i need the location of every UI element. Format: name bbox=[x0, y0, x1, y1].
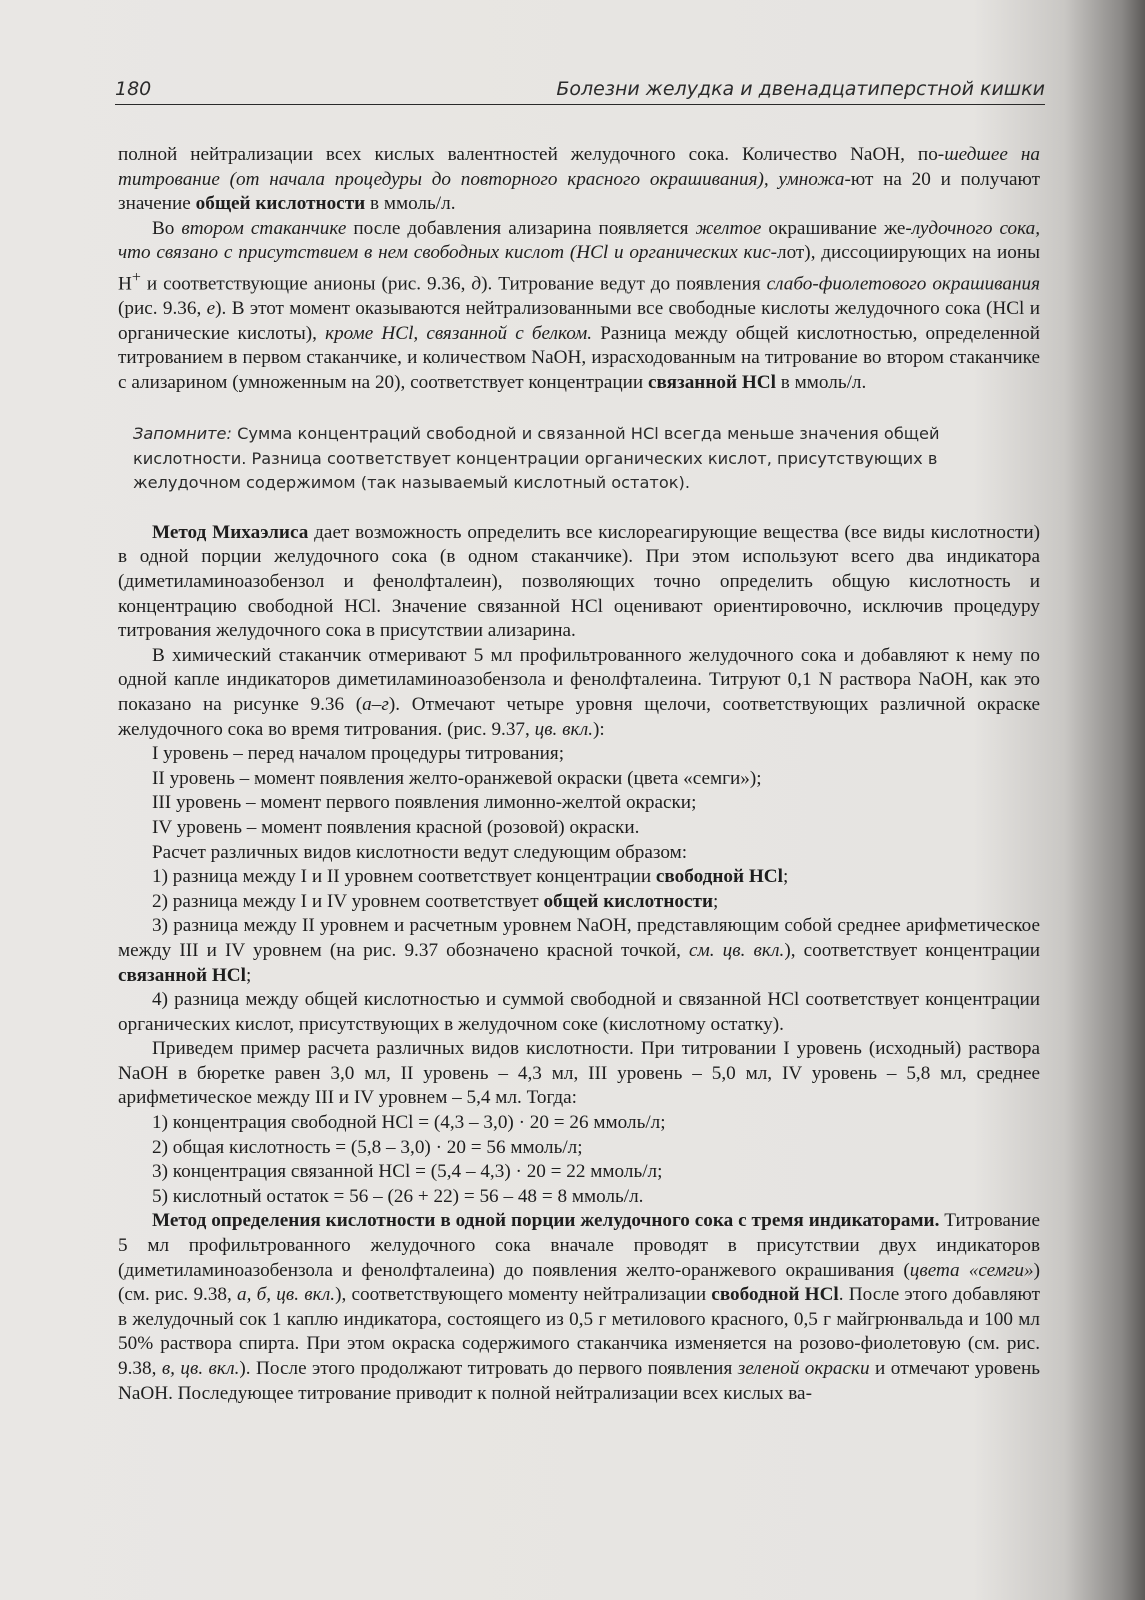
text-run-italic: цвета «семги» bbox=[909, 1259, 1034, 1281]
text-run: в ммоль/л. bbox=[365, 193, 456, 215]
level-item: III уровень – момент первого появления лимонно-желтой окраски; bbox=[152, 792, 697, 814]
text-run-italic: е bbox=[206, 297, 216, 319]
text-run: лот), диссоциирующих на ионы H bbox=[118, 242, 1040, 295]
text-run: Разница между общей кислотностью, определенной титрованием в первом стаканчике, и количеством NaOH, израсходованным на титрование во втором стаканчике с ализарином (умноженным на 20), соответствует концентрации bbox=[118, 322, 1041, 393]
text-run-italic: д bbox=[471, 273, 482, 295]
term-bound-hcl: связанной HCl bbox=[118, 964, 246, 986]
text-run: после добавления ализарина появляется bbox=[346, 217, 696, 239]
term-three-indicator-method: Метод определения кислотности в одной порции желудочного сока с тремя индикаторами. bbox=[152, 1210, 940, 1232]
text-run-italic: желтое bbox=[695, 217, 762, 239]
text-run-italic: кроме HCl, связанной с белком. bbox=[325, 322, 593, 344]
text-run: ), соответствует концентрации bbox=[784, 939, 1041, 961]
term-michaelis-method: Метод Михаэлиса bbox=[152, 521, 309, 543]
text-run: и отмечают уровень NaOH. Последующее титрование приводит к полной нейтрализации всех кислых ва- bbox=[118, 1358, 1041, 1404]
text-run: ) (см. рис. 9.38, bbox=[118, 1259, 1040, 1306]
term-free-hcl: свободной HCl bbox=[655, 866, 783, 888]
calculation-intro: Расчет различных видов кислотности ведут следующим образом: bbox=[152, 841, 688, 863]
text-run-italic: шедшее на титрование (от начала процедуры до повторного красного окрашивания), умножа- bbox=[118, 144, 1041, 190]
level-item: II уровень – момент появления желто-оранжевой окраски (цвета «семги»); bbox=[152, 767, 762, 789]
result-item: 1) концентрация свободной HCl = (4,3 – 3,0) · 20 = 26 ммоль/л; bbox=[152, 1112, 666, 1134]
level-item: I уровень – перед началом процедуры титрования; bbox=[152, 743, 565, 765]
text-run: . После этого добавляют в желудочный сок 1 каплю индикатора, состоящего из 0,5 г метилового красного, 0,5 г майгрюнвальда и 100 мл 50% раствора спирта. При этом окраска содержимого стаканчика изменяется на розово-фиолетовую (см. рис. 9.38, bbox=[118, 1284, 1040, 1380]
page-number: 180 bbox=[115, 78, 152, 100]
term-bound-hcl: связанной HCl bbox=[648, 371, 776, 393]
term-total-acidity: общей кислотности bbox=[195, 193, 366, 215]
text-run: 2) разница между I и IV уровнем соответствует bbox=[152, 890, 544, 912]
level-item: IV уровень – момент появления красной (розовой) окраски. bbox=[152, 816, 640, 838]
paragraph-michaelis-method bbox=[118, 521, 1040, 644]
text-run: и соответствующие анионы (рис. 9.36, bbox=[140, 273, 472, 295]
text-run-italic: цв. вкл. bbox=[534, 718, 593, 740]
text-run: ). Отмечают четыре уровня щелочи, соответствующих различной окраске желудочного сока во время титрования. (рис. 9.37, bbox=[118, 693, 1040, 740]
paragraph-continuation bbox=[118, 143, 1040, 217]
result-item: 2) общая кислотность = (5,8 – 3,0) · 20 = 56 ммоль/л; bbox=[152, 1136, 583, 1158]
result-item: 5) кислотный остаток = 56 – (26 + 22) = 56 – 48 = 8 ммоль/л. bbox=[152, 1185, 644, 1207]
text-run: ). В этот момент оказываются нейтрализованными все свободные кислоты желудочного сока (HCl и органические кислоты), bbox=[118, 297, 1040, 344]
text-run: Титрование 5 мл профильтрованного желудочного сока вначале проводят в присутствии двух индикаторов (диметиламиноазобензола и фенолфталеина) до появления желто-оранжевого окрашивания ( bbox=[118, 1210, 1040, 1281]
text-run: ; bbox=[245, 964, 252, 986]
rule-item: 4) разница между общей кислотностью и суммой свободной и связанной HCl соответствует концентрации органических кислот, присутствующих в желудочном соке (кислотному остатку). bbox=[118, 989, 1040, 1035]
text-run-italic: а–г bbox=[362, 693, 389, 715]
paragraph-example: Приведем пример расчета различных видов кислотности. При титровании I уровень (исходный) раствора NaOH в бюретке равен 3,0 мл, II уровень – 4,3 мл, III уровень – 5,0 мл, IV уровень – 5,8 мл, среднее арифметическое между III и IV уровнем – 5,4 мл. Тогда: bbox=[118, 1038, 1040, 1109]
text-run: ). После этого продолжают титровать до первого появления bbox=[239, 1358, 738, 1380]
text-run-italic: в, цв. вкл. bbox=[161, 1358, 240, 1380]
text-run: дает возможность определить все кислореагирующие вещества (все виды кислотности) в одной порции желудочного сока (в одном стаканчике). При этом используют всего два индикатора (диметиламиноазобензол и фенолфталеин), позволяющих точно определить общую кислотность и концентрацию свободной HCl. Значение связанной HCl оценивают ориентировочно, исключив процедуру титрования желудочного сока в присутствии ализарина. bbox=[118, 521, 1040, 642]
text-run: ют на 20 и получают значение bbox=[118, 168, 1040, 215]
term-total-acidity: общей кислотности bbox=[543, 890, 713, 912]
text-run-italic: зеленой окраски bbox=[737, 1358, 870, 1380]
rule-item bbox=[118, 914, 1040, 988]
result-item: 3) концентрация связанной HCl = (5,4 – 4,3) · 20 = 22 ммоль/л; bbox=[152, 1161, 663, 1183]
running-header bbox=[115, 78, 1045, 105]
paragraph-procedure bbox=[118, 644, 1040, 742]
text-run-italic: втором стаканчике bbox=[181, 217, 347, 239]
text-run-italic: см. цв. вкл. bbox=[689, 939, 785, 961]
text-run-italic: а, б, цв. вкл. bbox=[237, 1284, 336, 1306]
text-run: в ммоль/л. bbox=[775, 371, 867, 393]
text-run: В химический стаканчик отмеривают 5 мл профильтрованного желудочного сока и добавляют к нему по одной капле индикаторов диметиламиноазобензола и фенолфталеина. Титруют 0,1 N раствора NaOH, как это показано на рисунке 9.36 ( bbox=[118, 644, 1040, 715]
text-run: окрашивание же- bbox=[761, 217, 912, 239]
text-run: ), соответствующего моменту нейтрализации bbox=[335, 1284, 712, 1306]
text-run-italic: лудочного сока, что связано с присутствием в нем свободных кислот (HCl и органических кис- bbox=[118, 217, 1040, 264]
text-run: 3) разница между II уровнем и расчетным уровнем NaOH, представляющим собой среднее арифметическое между III и IV уровнем (на рис. 9.37 обозначено красной точкой, bbox=[118, 915, 1040, 961]
note-label: Запомните: bbox=[133, 424, 232, 444]
running-title: Болезни желудка и двенадцатиперстной кишки bbox=[556, 78, 1045, 100]
text-run: ): bbox=[593, 718, 605, 740]
text-run: полной нейтрализации всех кислых валентностей желудочного сока. Количество NaOH, по- bbox=[118, 144, 945, 165]
text-run: ). Титрование ведут до появления bbox=[481, 273, 767, 295]
term-free-hcl: свободной HCl bbox=[711, 1284, 839, 1306]
paragraph-three-indicators bbox=[118, 1209, 1040, 1406]
text-run: Во bbox=[152, 217, 182, 239]
note-text: Сумма концентраций свободной и связанной HCl всегда меньше значения общей кислотности. Разница соответствует концентрации органических кислот, присутствующих в желудочном содержимом (так называемый кислотный остаток). bbox=[133, 424, 940, 493]
page-body bbox=[118, 143, 1040, 1406]
superscript: + bbox=[131, 268, 141, 286]
text-run: (рис. 9.36, bbox=[118, 297, 207, 319]
text-run-italic: слабо-фиолетового окрашивания bbox=[766, 273, 1040, 295]
text-run: ; bbox=[713, 890, 719, 912]
text-run: ; bbox=[782, 866, 789, 888]
text-run: 1) разница между I и II уровнем соответствует концентрации bbox=[152, 866, 656, 888]
paragraph-second-beaker bbox=[118, 217, 1040, 396]
rule-item bbox=[118, 865, 1040, 890]
remember-note bbox=[133, 422, 1040, 496]
rule-item bbox=[118, 890, 1040, 915]
